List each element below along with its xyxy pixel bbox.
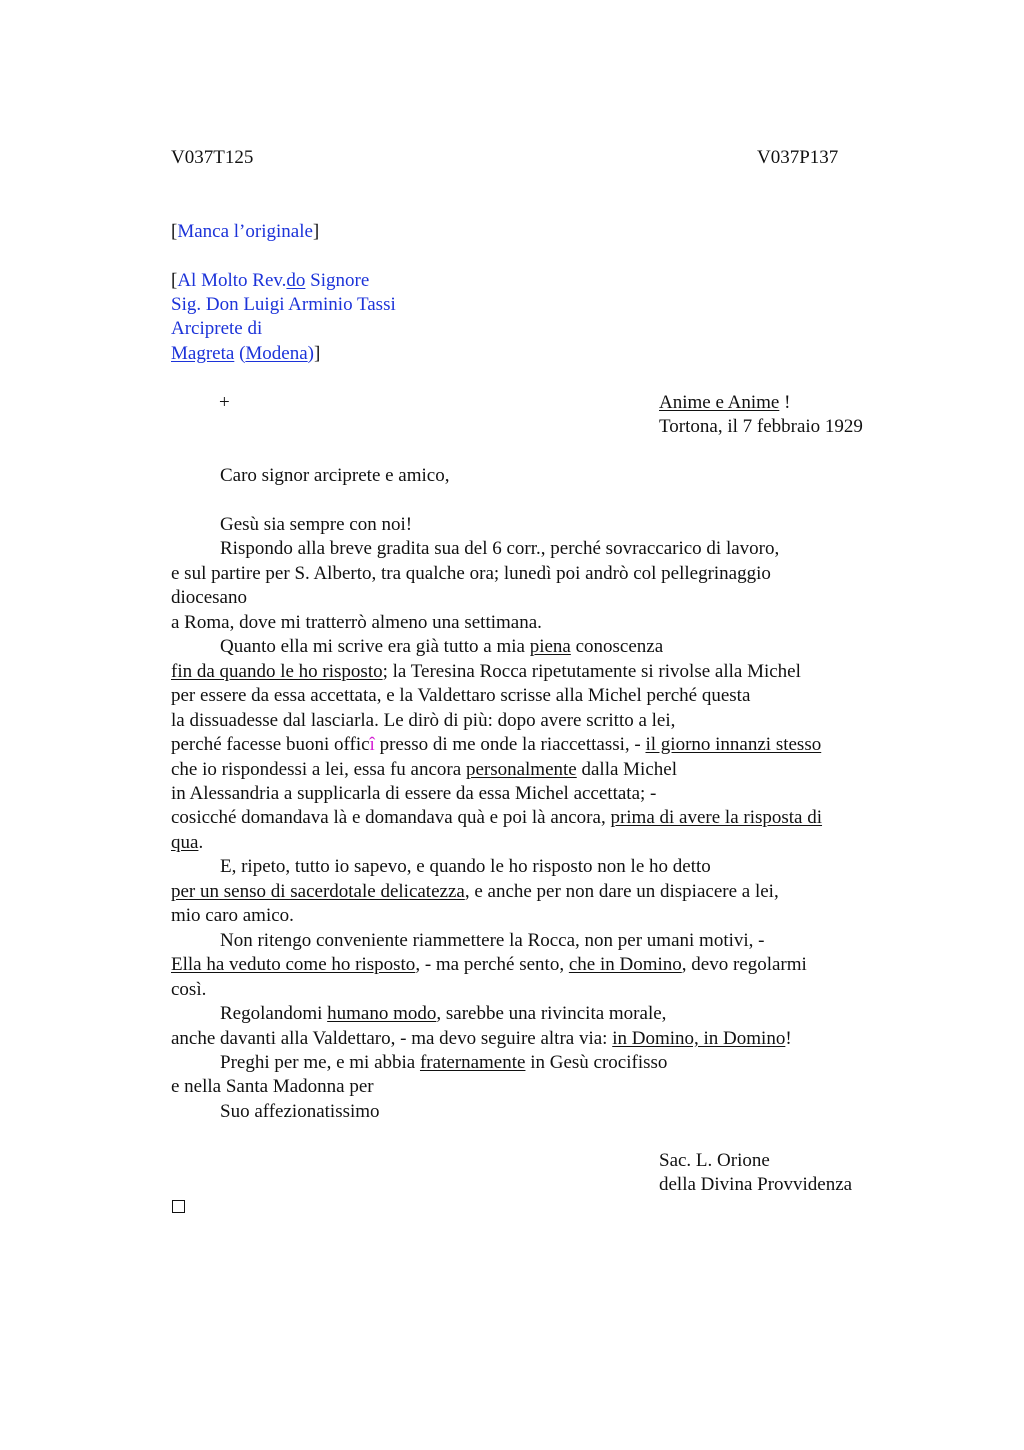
body-line: e sul partire per S. Alberto, tra qualche ora; lunedì poi andrò col pellegrinaggio — [171, 563, 771, 584]
body-line: a Roma, dove mi tratterrò almeno una settimana. — [171, 612, 542, 633]
address-line-1: [Al Molto Rev.do Signore — [171, 270, 370, 291]
body-line: così. — [171, 979, 207, 1000]
body-line: anche davanti alla Valdettaro, - ma devo seguire altra via: in Domino, in Domino! — [171, 1028, 792, 1049]
address-line-3: Arciprete di — [171, 318, 263, 339]
document-code-right: V037P137 — [757, 147, 839, 168]
editorial-note: [Manca l’originale] — [171, 221, 320, 242]
cross-symbol: + — [219, 392, 230, 413]
address-line-2: Sig. Don Luigi Arminio Tassi — [171, 294, 396, 315]
document-code-left: V037T125 — [171, 147, 254, 168]
body-line: Preghi per me, e mi abbia fraternamente in Gesù crocifisso — [220, 1052, 668, 1073]
end-marker-box — [172, 1200, 185, 1213]
body-line: Rispondo alla breve gradita sua del 6 corr., perché sovraccarico di lavoro, — [220, 538, 780, 559]
signature-title: della Divina Provvidenza — [659, 1174, 853, 1195]
body-line: per un senso di sacerdotale delicatezza, e anche per non dare un dispiacere a lei, — [171, 881, 779, 902]
address-line-4: Magreta (Modena)] — [171, 343, 321, 364]
body-line: in Alessandria a supplicarla di essere da essa Michel accettata; - — [171, 783, 657, 804]
body-line: mio caro amico. — [171, 905, 294, 926]
body-line: Quanto ella mi scrive era già tutto a mia piena conoscenza — [220, 636, 664, 657]
body-line: cosicché domandava là e domandava quà e poi là ancora, prima di avere la risposta di — [171, 807, 823, 828]
salutation: Caro signor arciprete e amico, — [220, 465, 450, 486]
place-date: Tortona, il 7 febbraio 1929 — [659, 416, 863, 437]
body-line: per essere da essa accettata, e la Valdettaro scrisse alla Michel perché questa — [171, 685, 751, 706]
signature-name: Sac. L. Orione — [659, 1150, 770, 1171]
body-line: qua. — [171, 832, 204, 853]
body-line: la dissuadesse dal lasciarla. Le dirò di più: dopo avere scritto a lei, — [171, 710, 676, 731]
missing-original-note: Manca l’originale — [177, 221, 313, 242]
body-line: Ella ha veduto come ho risposto, - ma perché sento, che in Domino, devo regolarmi — [171, 954, 807, 975]
body-line: perché facesse buoni officî presso di me onde la riaccettassi, - il giorno innanzi stesso — [171, 734, 822, 755]
body-line: Non ritengo conveniente riammettere la Rocca, non per umani motivi, - — [220, 930, 765, 951]
motto: Anime e Anime ! — [659, 392, 791, 413]
address-place: Magreta — [171, 343, 235, 364]
body-line: Gesù sia sempre con noi! — [220, 514, 413, 535]
address-province: Modena — [245, 343, 308, 364]
body-line: E, ripeto, tutto io sapevo, e quando le ho risposto non le ho detto — [220, 856, 711, 877]
body-line: Regolandomi humano modo, sarebbe una rivincita morale, — [220, 1003, 667, 1024]
body-line: che io rispondessi a lei, essa fu ancora personalmente dalla Michel — [171, 759, 677, 780]
body-line: diocesano — [171, 587, 247, 608]
closing: Suo affezionatissimo — [220, 1101, 380, 1122]
body-line: e nella Santa Madonna per — [171, 1076, 374, 1097]
body-line: fin da quando le ho risposto; la Teresina Rocca ripetutamente si rivolse alla Michel — [171, 661, 801, 682]
